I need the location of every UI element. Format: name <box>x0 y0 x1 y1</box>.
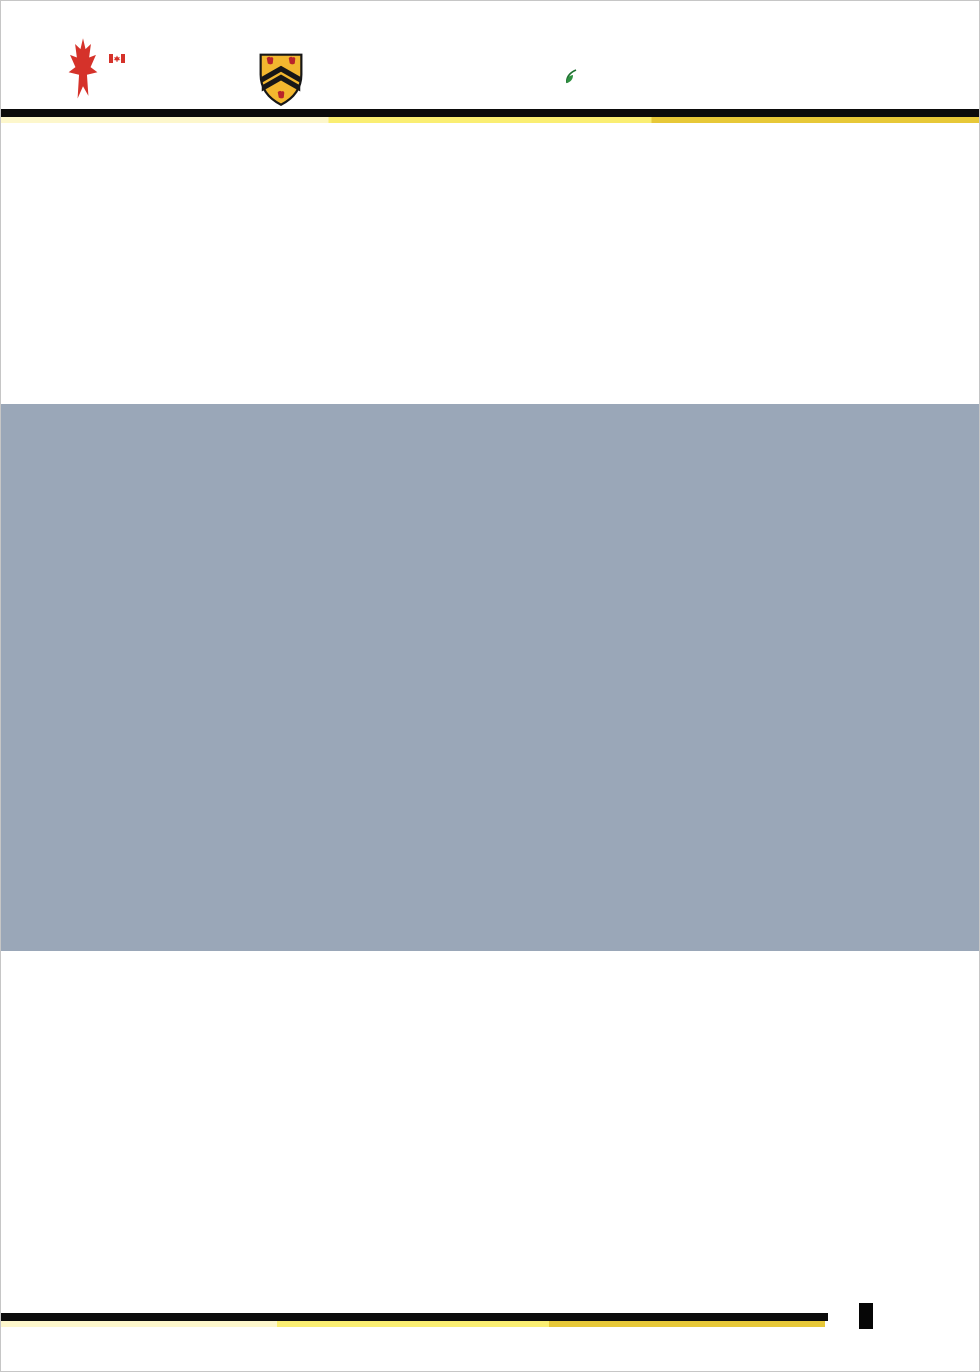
waterloo-crest-icon <box>259 53 303 112</box>
canada-wordmark <box>113 50 125 82</box>
header-yellow-bar <box>1 117 979 123</box>
fincapes-leaf-icon <box>563 69 579 96</box>
canada-logo-text <box>113 37 125 82</box>
page-number-badge <box>859 1303 873 1329</box>
header-logo-row <box>1 1 979 109</box>
footer-black-bar <box>1 1313 828 1321</box>
header-black-bar <box>1 109 979 117</box>
waterloo-logo <box>259 53 313 112</box>
mangrove-photo <box>1 404 979 951</box>
hero-caption <box>81 933 945 943</box>
footer-yellow-bar <box>1 1321 825 1327</box>
canada-partnership-logo <box>65 37 125 106</box>
canada-flag-icon <box>109 37 125 69</box>
maple-leaf-icon <box>65 37 101 106</box>
mangrove-photo-art <box>1 404 979 951</box>
